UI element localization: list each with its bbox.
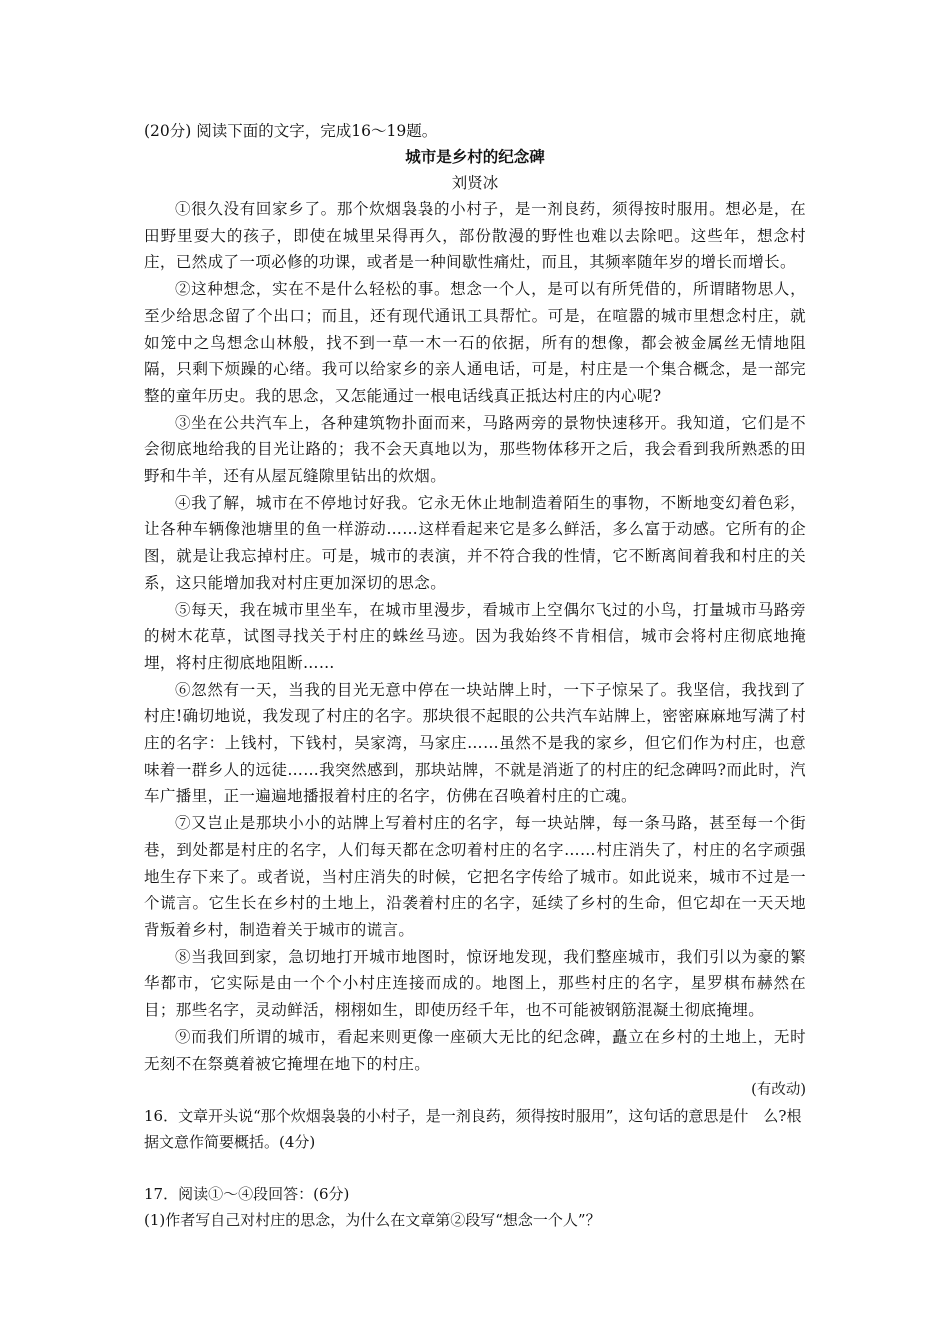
- article-author: 刘贤冰: [451, 174, 499, 192]
- paragraph-3: ③坐在公共汽车上，各种建筑物扑面而来，马路两旁的景物快速移开。我知道，它们是不会彻底地给我的目光让路的；我不会天真地以为，那些物体移开之后，我会看到我所熟悉的田野和牛羊，还有从屋瓦缝隙里钻出的炊烟。: [144, 413, 806, 486]
- paragraph-2: ②这种想念，实在不是什么轻松的事。想念一个人，是可以有所凭借的，所谓睹物思人，至少给思念留了个出口；而且，还有现代通讯工具帮忙。可是，在喧嚣的城市里想念村庄，就如笼中之鸟想念山林般，找不到一草一木一石的依据，所有的想像，都会被金属丝无情地阻隔，只剩下烦躁的心绪。我可以给家乡的亲人通电话，可是，村庄是一个集合概念，是一部完整的童年历史。我的思念，又怎能通过一根电话线真正抵达村庄的内心呢?: [144, 280, 806, 405]
- paragraph-5: ⑤每天，我在城市里坐车，在城市里漫步，看城市上空偶尔飞过的小鸟，打量城市马路旁的树木花草，试图寻找关于村庄的蛛丝马迹。因为我始终不肯相信，城市会将村庄彻底地掩埋，将村庄彻底地阻断……: [144, 600, 806, 672]
- question-17-title: 17．阅读①～④段回答：(6分): [144, 1185, 350, 1204]
- question-17-part-1: (1)作者写自己对村庄的思念，为什么在文章第②段写“想念一个人”？: [144, 1211, 601, 1230]
- question-16: 16．文章开头说“那个炊烟袅袅的小村子，是一剂良药，须得按时服用”，这句话的意思是什 么?根据文意作简要概括。(4分): [144, 1107, 802, 1152]
- paragraph-6: ⑥忽然有一天，当我的目光无意中停在一块站牌上时，一下子惊呆了。我坚信，我找到了村庄!确切地说，我发现了村庄的名字。那块很不起眼的公共汽车站牌上，密密麻麻地写满了村庄的名字：上钱村，下钱村，吴家湾，马家庄……虽然不是我的家乡，但它们作为村庄，也意味着一群乡人的远徒……我突然感到，那块站牌，不就是消逝了的村庄的纪念碑吗?而此时，汽车广播里，正一遍遍地播报着村庄的名字，仿佛在召唤着村庄的亡魂。: [144, 680, 806, 806]
- section-intro: (20分) 阅读下面的文字，完成16～19题。: [144, 122, 438, 140]
- source-note: (有改动): [751, 1082, 806, 1099]
- paragraph-1: ①很久没有回家乡了。那个炊烟袅袅的小村子，是一剂良药，须得按时服用。想必是，在田野里耍大的孩子，即使在城里呆得再久，部份散漫的野性也难以去除吧。这些年，想念村庄，已然成了一项必修的功课，或者是一种间歇性痛灶，而且，其频率随年岁的增长而增长。: [144, 200, 806, 272]
- paragraph-8: ⑧当我回到家，急切地打开城市地图时，惊讶地发现，我们整座城市，我们引以为豪的繁华都市，它实际是由一个个小村庄连接而成的。地图上，那些村庄的名字，星罗棋布赫然在目；那些名字，灵动鲜活，栩栩如生，即使历经千年，也不可能被钢筋混凝土彻底掩埋。: [144, 947, 806, 1020]
- paragraph-7: ⑦又岂止是那块小小的站牌上写着村庄的名字，每一块站牌，每一条马路，甚至每一个街巷，到处都是村庄的名字，人们每天都在念叨着村庄的名字……村庄消失了，村庄的名字顽强地生存下来了。或者说，当村庄消失的时候，它把名字传给了城市。如此说来，城市不过是一个谎言。它生长在乡村的土地上，沿袭着村庄的名字，延续了乡村的生命，但它却在一天天地背叛着乡村，制造着关于城市的谎言。: [144, 814, 806, 939]
- paragraph-9: ⑨而我们所谓的城市，看起来则更像一座硕大无比的纪念碑，矗立在乡村的土地上，无时无刻不在祭奠着被它掩埋在地下的村庄。: [144, 1027, 806, 1073]
- article-title: 城市是乡村的纪念碑: [405, 147, 545, 166]
- document-page: [144, 118, 806, 1233]
- paragraph-4: ④我了解，城市在不停地讨好我。它永无休止地制造着陌生的事物，不断地变幻着色彩，让各种车辆像池塘里的鱼一样游动……这样看起来它是多么鲜活，多么富于动感。它所有的企图，就是让我忘掉村庄。可是，城市的表演，并不符合我的性情，它不断离间着我和村庄的关系，这只能增加我对村庄更加深切的思念。: [144, 493, 806, 592]
